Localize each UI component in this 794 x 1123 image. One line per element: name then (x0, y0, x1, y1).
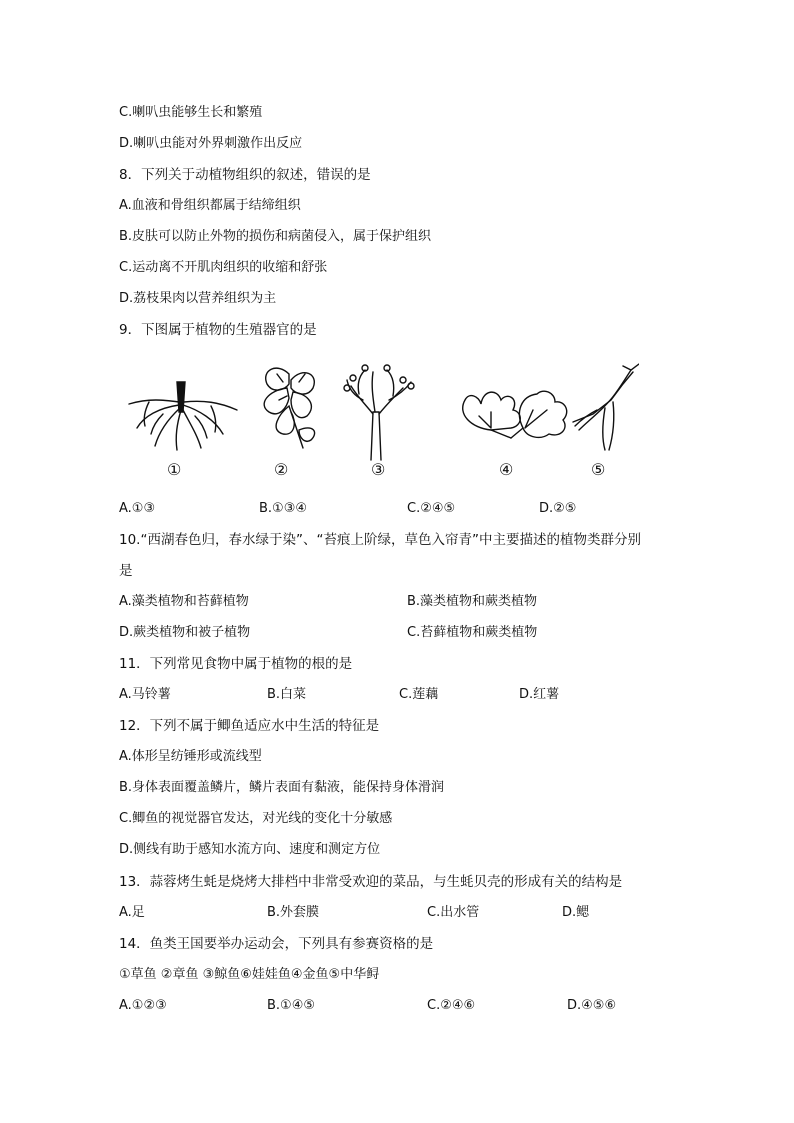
figure-label-1: ① (167, 460, 182, 479)
leaves-drawing (463, 391, 567, 438)
figure-label-4: ④ (499, 460, 514, 479)
question-14: 14．鱼类王国要举办运动会，下列具有参赛资格的是 (119, 936, 434, 952)
q8-option-d: D.荔枝果肉以营养组织为主 (119, 291, 277, 306)
q11-option-c: C.莲藕 (399, 687, 439, 702)
flower-drawing (264, 368, 314, 448)
q12-option-b: B.身体表面覆盖鳞片，鳞片表面有黏液，能保持身体滑润 (119, 780, 445, 795)
q12-option-d: D.侧线有助于感知水流方向、速度和测定方位 (119, 842, 381, 857)
root-drawing (129, 382, 237, 450)
question-8: 8．下列关于动植物组织的叙述，错误的是 (119, 167, 371, 183)
question-11: 11．下列常见食物中属于植物的根的是 (119, 656, 353, 672)
q9-option-a: A.①③ (119, 501, 156, 516)
q11-option-a: A.马铃薯 (119, 687, 171, 702)
q14-option-d: D.④⑤⑥ (567, 998, 617, 1013)
q14-option-b: B.①④⑤ (267, 998, 316, 1013)
pod-drawing (573, 364, 639, 450)
figure-label-3: ③ (371, 460, 386, 479)
q14-option-c: C.②④⑥ (427, 998, 476, 1013)
q8-option-b: B.皮肤可以防止外物的损伤和病菌侵入，属于保护组织 (119, 229, 432, 244)
q13-option-c: C.出水管 (427, 905, 480, 920)
q7-option-c: C.喇叭虫能够生长和繁殖 (119, 105, 263, 120)
q13-option-b: B.外套膜 (267, 905, 320, 920)
q8-option-a: A.血液和骨组织都属于结缔组织 (119, 198, 301, 213)
figure-label-5: ⑤ (591, 460, 606, 479)
q12-option-a: A.体形呈纺锤形或流线型 (119, 749, 262, 764)
figure-label-2: ② (274, 460, 289, 479)
tree-drawing (344, 365, 414, 460)
q10-option-b: B.藻类植物和蕨类植物 (407, 594, 538, 609)
q13-option-d: D.鳃 (562, 905, 590, 920)
q9-option-d: D.②⑤ (539, 501, 577, 516)
question-13: 13．蒜蓉烤生蚝是烧烤大排档中非常受欢迎的菜品，与生蚝贝壳的形成有关的结构是 (119, 874, 623, 890)
q11-option-d: D.红薯 (519, 687, 560, 702)
question-10-cont: 是 (119, 563, 133, 579)
question-9: 9．下图属于植物的生殖器官的是 (119, 322, 317, 338)
question-10: 10.“西湖春色归，春水绿于染”、“苔痕上阶绿，草色入帘青”中主要描述的植物类群分别 (119, 532, 641, 548)
q10-option-c: C.苔藓植物和蕨类植物 (407, 625, 538, 640)
q13-option-a: A.足 (119, 905, 145, 920)
q14-option-a: A.①②③ (119, 998, 167, 1013)
q9-option-b: B.①③④ (259, 501, 308, 516)
q10-option-d: D.蕨类植物和被子植物 (119, 625, 251, 640)
q9-option-c: C.②④⑤ (407, 501, 456, 516)
q8-option-c: C.运动离不开肌肉组织的收缩和舒张 (119, 260, 328, 275)
plant-organs-figure (119, 350, 639, 490)
q11-option-b: B.白菜 (267, 687, 307, 702)
q12-option-c: C.鲫鱼的视觉器官发达，对光线的变化十分敏感 (119, 811, 393, 826)
question-12: 12．下列不属于鲫鱼适应水中生活的特征是 (119, 718, 380, 734)
q10-option-a: A.藻类植物和苔藓植物 (119, 594, 249, 609)
q14-items: ①草鱼 ②章鱼 ③鲸鱼⑥娃娃鱼④金鱼⑤中华鲟 (119, 967, 380, 982)
q7-option-d: D.喇叭虫能对外界刺激作出反应 (119, 136, 303, 151)
